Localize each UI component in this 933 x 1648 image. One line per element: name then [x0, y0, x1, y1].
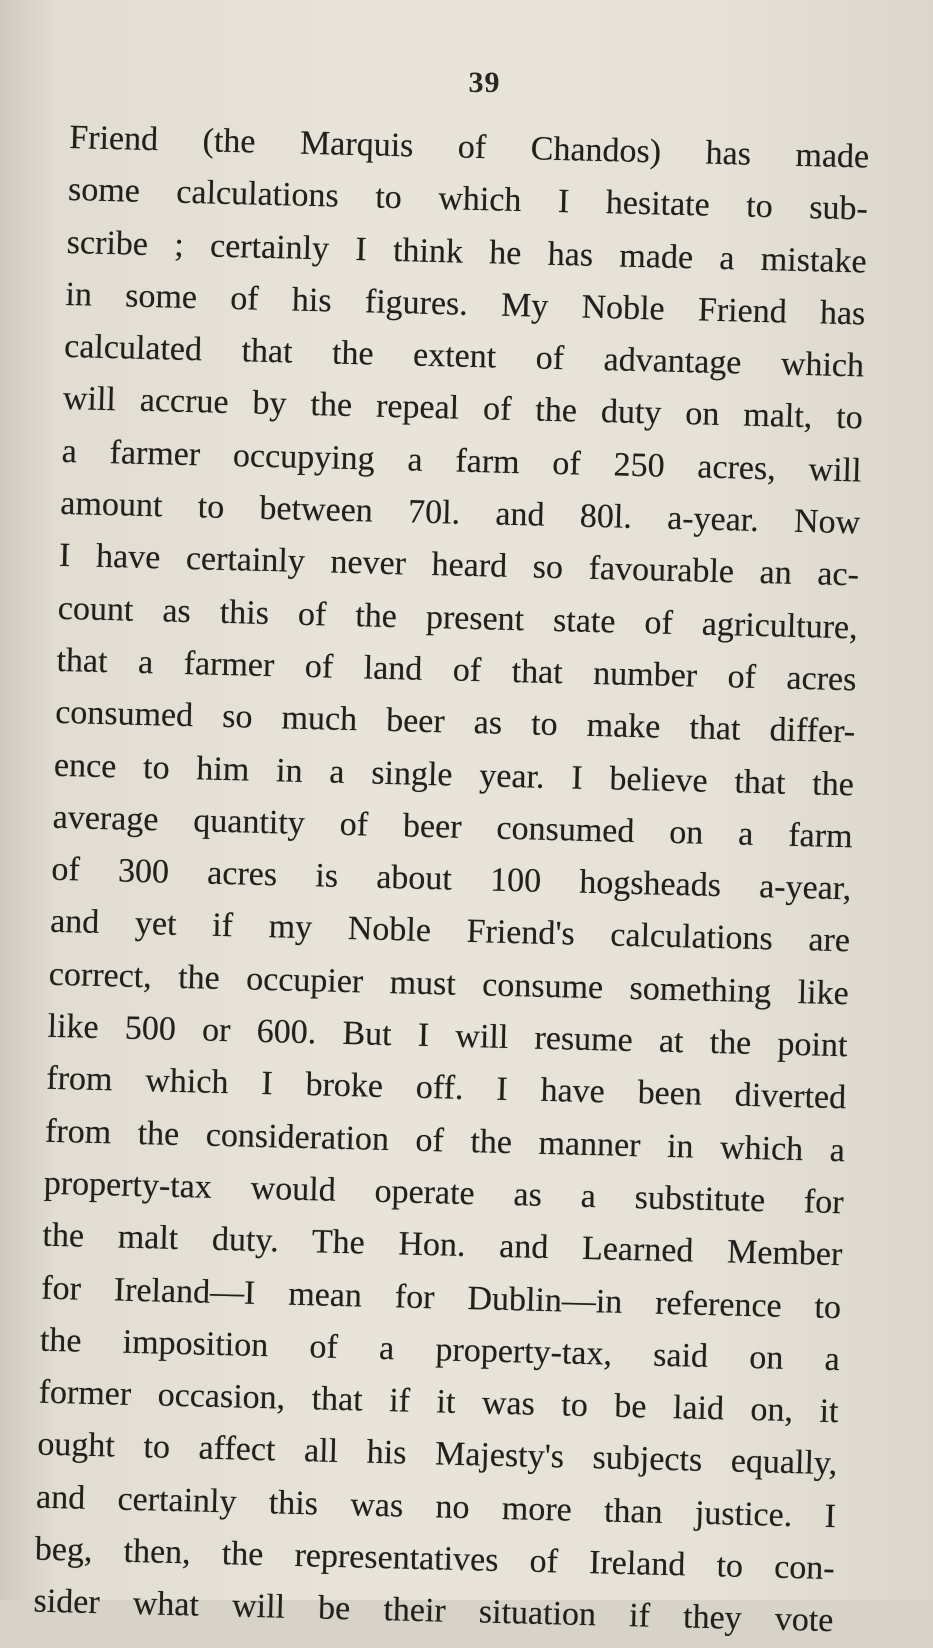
text-line: calculated that the extent of advantage which [63, 328, 865, 385]
text-line: in some of his figures. My Noble Friend has [65, 275, 866, 333]
text-line: I have certainly never heard so favourable an ac- [58, 537, 860, 594]
text-line: the imposition of a property-tax, said on a [39, 1321, 841, 1379]
text-line: the malt duty. The Hon. and Learned Member [42, 1216, 843, 1274]
text-line: average quantity of beer consumed on a farm [52, 798, 853, 856]
text-line: scribe ; certainly I think he has made a mistake [66, 223, 868, 281]
text-line: for Ireland—I mean for Dublin—in reference to [40, 1269, 842, 1326]
text-line: and certainly this was no more than justice. I [35, 1478, 837, 1535]
text-line: will accrue by the repeal of the duty on malt, to [62, 380, 864, 437]
text-line: of 300 acres is about 100 hogsheads a-year, [51, 850, 852, 908]
text-line: Friend (the Marquis of Chandos) has made [68, 118, 870, 176]
text-line: ought to affect all his Majesty's subjects equally, [36, 1426, 838, 1483]
page-number: 39 [468, 66, 501, 99]
text-line: sider what will be their situation if they vote [33, 1582, 834, 1640]
text-line: from which I broke off. I have been diverted [45, 1060, 847, 1117]
text-line: beg, then, the representatives of Ireland to con- [34, 1530, 836, 1588]
body-text [33, 112, 870, 1648]
text-line: correct, the occupier must consume something like [48, 955, 850, 1013]
text-line: ence to him in a single year. I believe that the [53, 746, 855, 803]
text-line: a farmer occupying a farm of 250 acres, will [61, 432, 862, 490]
text-line: like 500 or 600. But I will resume at the point [47, 1007, 848, 1065]
text-line: and yet if my Noble Friend's calculations are [49, 903, 851, 960]
text-line: some calculations to which I hesitate to sub- [67, 171, 869, 228]
text-line: from the consideration of the manner in which a [44, 1112, 846, 1169]
text-line: property-tax would operate as a substitute for [43, 1164, 845, 1222]
text-line: count as this of the present state of agriculture, [57, 589, 859, 647]
text-line: consumed so much beer as to make that differ- [54, 694, 856, 751]
text-line: that a farmer of land of that number of acres [56, 641, 857, 699]
text-line: former occasion, that if it was to be laid on, it [38, 1373, 839, 1431]
text-line: amount to between 70l. and 80l. a-year. Now [59, 484, 861, 542]
